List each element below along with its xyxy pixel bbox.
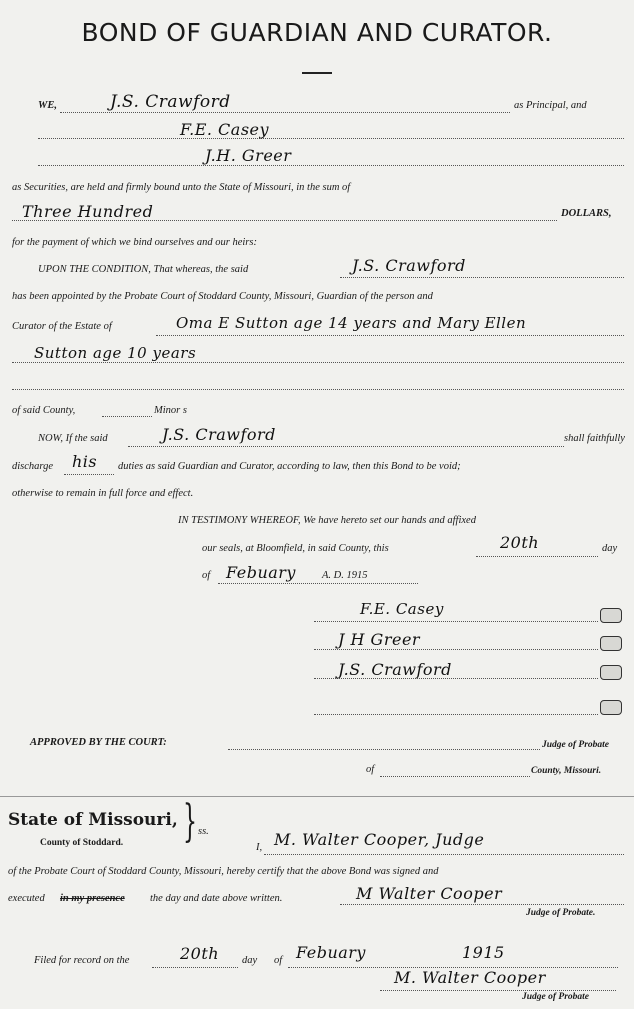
filed-signature-line [380, 990, 616, 991]
month-value: Febuary [226, 563, 296, 582]
discharge-label: discharge [12, 461, 54, 472]
seals-text: our seals, at Bloomfield, in said County, this [202, 543, 389, 554]
brace: } [183, 796, 197, 847]
day-line [476, 556, 598, 557]
now-name-line [128, 446, 564, 447]
ss-label: ss. [198, 826, 209, 837]
surety1-name: F.E. Casey [180, 120, 270, 139]
dollars-label: DOLLARS, [561, 208, 612, 219]
minor-label: Minor s [154, 405, 187, 416]
now-text: NOW, If the said [38, 433, 108, 444]
i-label: I, [256, 842, 263, 853]
day-label: day [602, 543, 618, 554]
judge-signature: M Walter Cooper [356, 884, 503, 903]
approved-text: APPROVED BY THE COURT: [30, 737, 167, 748]
approved-line [228, 749, 540, 750]
discharge-his: his [72, 452, 98, 471]
seal-1 [600, 608, 622, 623]
surety1-line [38, 138, 624, 139]
of-said-county: of said County, [12, 405, 76, 416]
executed-word: executed [8, 893, 45, 904]
surety2-line [38, 165, 624, 166]
wards-line3 [12, 389, 624, 390]
signature-3: J.S. Crawford [338, 660, 452, 679]
of-label: of [202, 570, 211, 581]
document-title: BOND OF GUARDIAN AND CURATOR. [81, 18, 553, 47]
certify-text: of the Probate Court of Stoddard County, Missouri, hereby certify that the above Bond was signed and [8, 866, 439, 877]
condition-name-line [340, 277, 624, 278]
faithfully-text: shall faithfully [564, 433, 625, 444]
struck-words: in my presence [60, 893, 125, 904]
state-of-missouri: State of Missouri, [8, 810, 178, 830]
day-value: 20th [500, 533, 540, 552]
testimony-text: IN TESTIMONY WHEREOF, We have hereto set our hands and affixed [178, 515, 476, 526]
signature-line-2 [314, 649, 598, 650]
securities-text: as Securities, are held and firmly bound unto the State of Missouri, in the sum of [12, 182, 351, 193]
judge-of-probate-label: Judge of Probate [542, 740, 610, 750]
seal-4 [600, 700, 622, 715]
section-divider [0, 796, 634, 797]
filed-of: of [274, 955, 283, 966]
county-of-stoddard: County of Stoddard. [40, 838, 124, 848]
condition-text: UPON THE CONDITION, That whereas, the said [38, 264, 249, 275]
day-date-text: the day and date above written. [150, 893, 283, 904]
duties-text: duties as said Guardian and Curator, according to law, then this Bond to be void; [118, 461, 461, 472]
wards-line2-text: Sutton age 10 years [34, 344, 197, 362]
as-principal-label: as Principal, and [514, 100, 587, 111]
filed-judge-label: Judge of Probate [522, 992, 590, 1002]
title-underline [302, 72, 332, 74]
otherwise-text: otherwise to remain in full force and effect. [12, 488, 194, 499]
county-missouri-label: County, Missouri. [531, 766, 602, 776]
appointed-text: has been appointed by the Probate Court of Stoddard County, Missouri, Guardian of the person and [12, 291, 433, 302]
condition-name: J.S. Crawford [352, 256, 466, 275]
judge-signature-line [340, 904, 624, 905]
filed-day-label: day [242, 955, 258, 966]
principal-line [60, 112, 510, 113]
judge-name: M. Walter Cooper, Judge [274, 830, 485, 849]
signature-2: J H Greer [338, 630, 421, 649]
filed-signature: M. Walter Cooper [394, 968, 546, 987]
signature-line-1 [314, 621, 598, 622]
sum-amount: Three Hundred [22, 202, 154, 221]
judge-of-probate-label-2: Judge of Probate. [526, 908, 596, 918]
his-line [64, 474, 114, 475]
wards-line1 [156, 335, 624, 336]
judge-name-line [264, 854, 624, 855]
we-label: WE, [38, 100, 57, 111]
filed-year: 1915 [462, 943, 505, 962]
filed-text: Filed for record on the [34, 955, 130, 966]
of-label-2: of [366, 764, 375, 775]
county-line [380, 776, 530, 777]
county-dots [102, 416, 152, 417]
now-name: J.S. Crawford [162, 425, 276, 444]
surety2-name: J.H. Greer [205, 146, 292, 165]
curator-text: Curator of the Estate of [12, 321, 112, 332]
filed-month: Febuary [296, 943, 366, 962]
signature-1: F.E. Casey [360, 600, 444, 618]
seal-3 [600, 665, 622, 680]
filed-day-line [152, 967, 238, 968]
signature-line-4 [314, 714, 598, 715]
month-line [218, 583, 418, 584]
seal-2 [600, 636, 622, 651]
principal-name: J.S. Crawford [110, 92, 231, 112]
wards-line2 [12, 362, 624, 363]
filed-day: 20th [180, 944, 220, 963]
ad-label: A. D. 1915 [322, 570, 368, 581]
wards-line1-text: Oma E Sutton age 14 years and Mary Ellen [176, 314, 527, 332]
payment-text: for the payment of which we bind ourselves and our heirs: [12, 237, 257, 248]
